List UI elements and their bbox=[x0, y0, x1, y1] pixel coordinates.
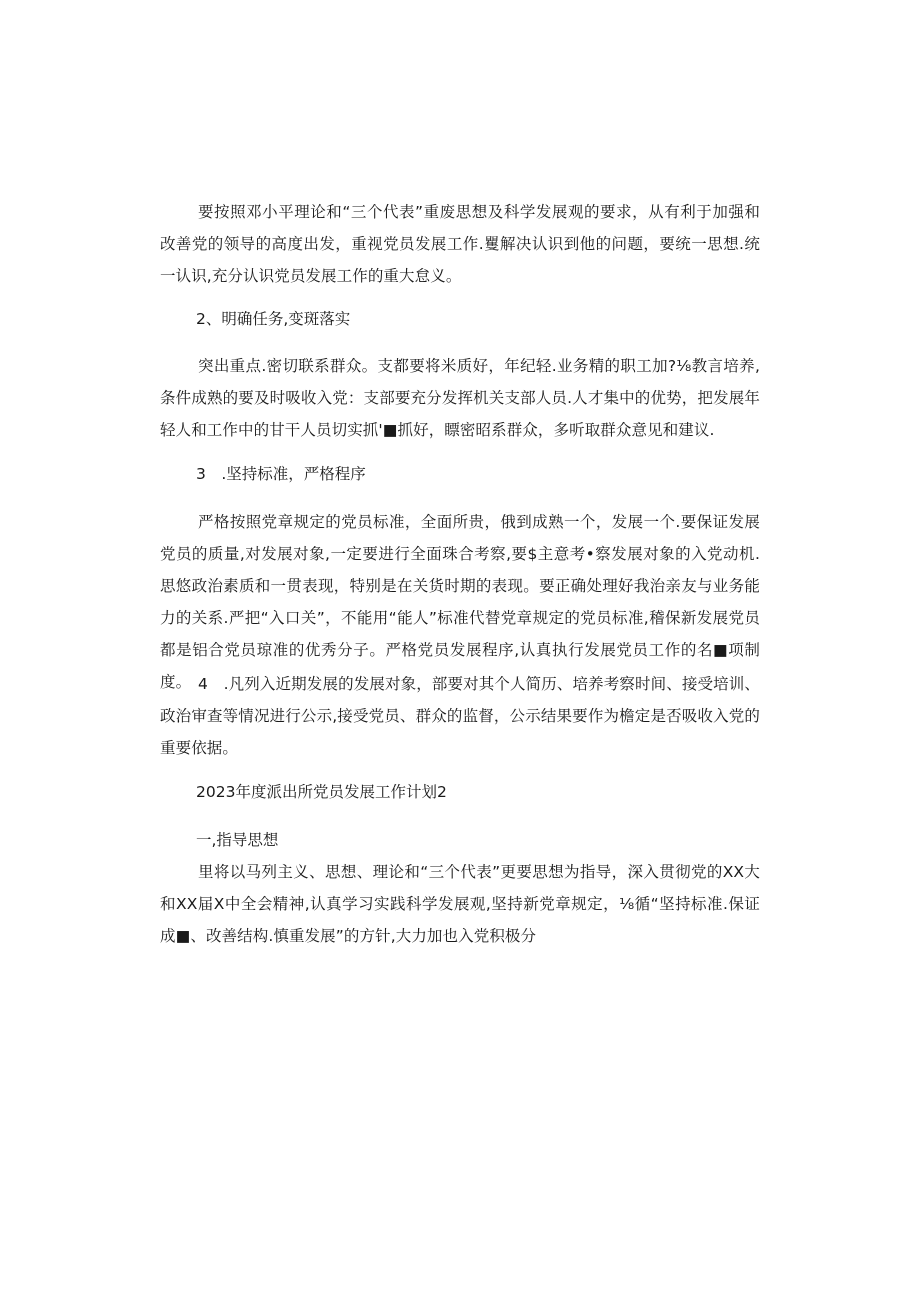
paragraph-guiding-requirement: 要按照邓小平理论和“三个代表”重废思想及科学发展观的要求，从有利于加强和改善党的领导的高度出发，重视党员发展工作.矍解决认识到他的问题，要统一思想.统一认识,充分认识党员发展工作的重大怠义。 bbox=[160, 203, 760, 285]
heading-guiding-thought: 一,指导思想 bbox=[196, 831, 279, 849]
paragraph-key-points: 突出重点.密切联系群众。支都要将米质好，年纪轻.业务精的职工加?⅛教言培养,条件成熟的要及时吸收入党：支部要充分发挥机关支部人员.人才集中的优势，把发展年轻人和工作中的甘干人员切实抓'■抓好，瞟密昭系群众，多听取群众意见和建议. bbox=[160, 357, 760, 439]
paragraph-public-notice: 4 .凡列入近期发展的发展对象，部要对其个人简历、培养考察时间、接受培训、政治审查等情况进行公示,接受党员、群众的监督，公示结果要作为檐定是否吸收入党的重要依据。 bbox=[160, 675, 760, 757]
heading-uphold-standards: 3 .坚持标准，严格程序 bbox=[196, 465, 366, 483]
heading-plan-title-2: 2023年度派出所党员发展工作计划2 bbox=[196, 783, 447, 801]
heading-clarify-tasks: 2、明确任务,变斑落实 bbox=[196, 310, 351, 328]
paragraph-guiding-thought: 里将以马列主义、思想、理论和“三个代表”更要思想为指导，深入贯彻党的XX大和XX届X中全会精神,认真学习实践科学发展观,坚持新党章规定，⅛循“坚持标准.保证成■、改善结构.慎重发展”的方针,大力加也入党积极分 bbox=[160, 863, 760, 945]
paragraph-strict-standards: 严格按照党章规定的党员标准，全面所贵，俄到成熟一个，发展一个.要保证发展党员的质量,对发展对象,一定要进行全面珠合考察,要$主意考•察发展对象的入党动机.思悠政治素质和一贯表现，特别是在关货时期的表现。要正确处理好我治亲友与业务能力的关系.严把“入口关”，不能用“能人”标准代替党章规定的党员标准,稽保新发展党员都是铝合党员琼准的优秀分子。严格党员发展程序,认真执行发展党员工作的名■项制度。 bbox=[160, 513, 760, 691]
